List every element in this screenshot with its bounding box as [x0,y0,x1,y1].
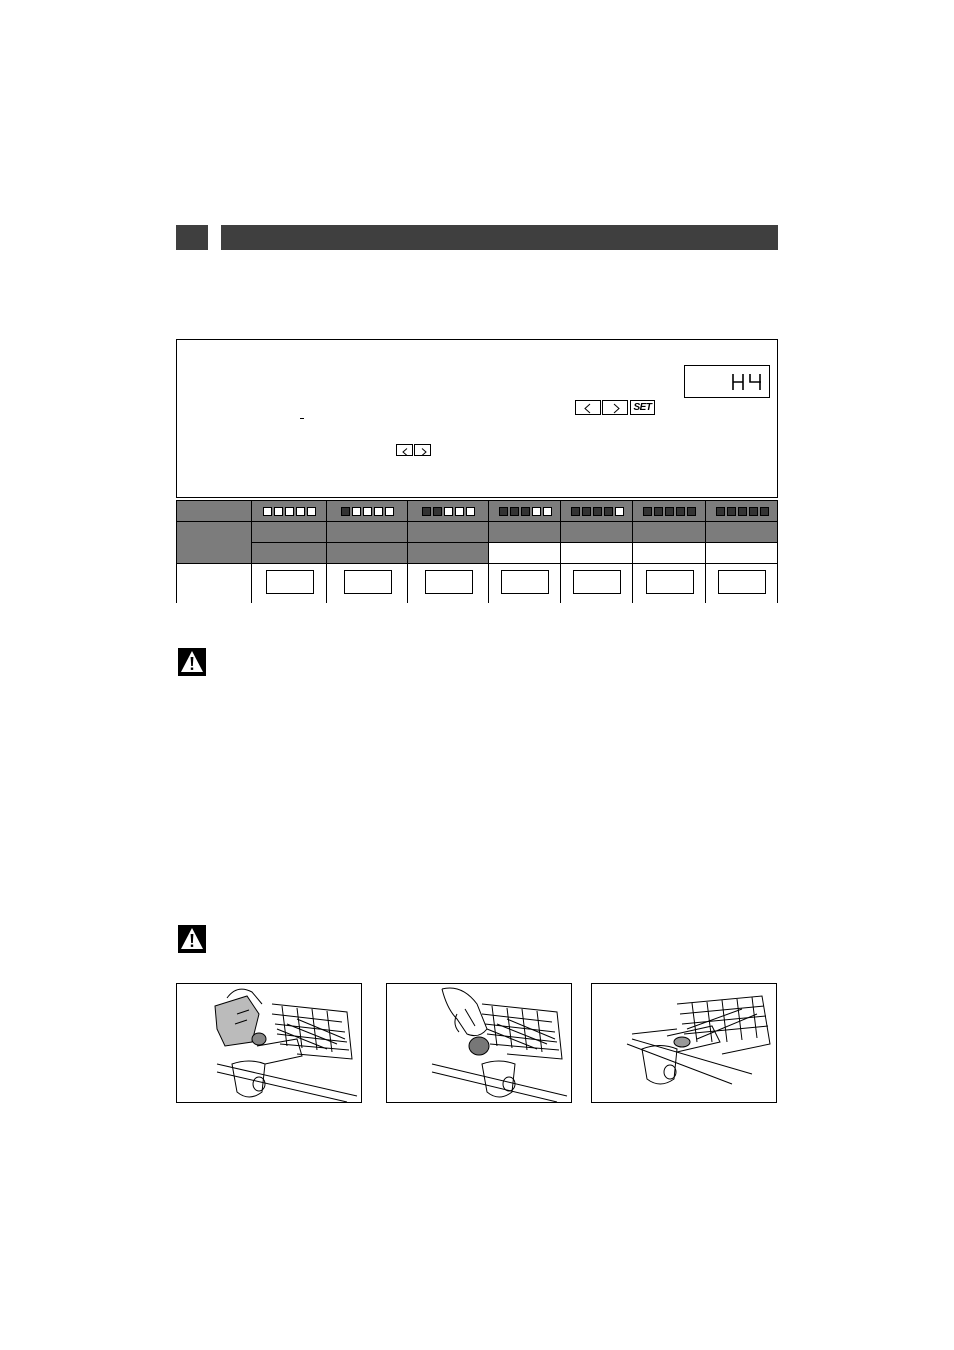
inline-right-arrow-key [414,444,431,456]
hardness-segment [532,507,541,516]
left-arrow-key[interactable] [575,400,601,415]
table-cell [633,543,706,564]
hardness-level-header [489,501,561,522]
warning-triangle-icon [178,648,206,676]
hardness-segment [341,507,350,516]
warning-triangle-icon [178,925,206,953]
table-cell [252,543,327,564]
hardness-segment [738,507,747,516]
table-cell [327,543,408,564]
hardness-segment [352,507,361,516]
display-code-box [646,570,694,594]
hardness-segment [307,507,316,516]
hardness-segment [466,507,475,516]
pouring-salt-illustration [176,983,362,1103]
display-code-box [718,570,766,594]
hardness-segment [687,507,696,516]
table-cell [706,564,778,603]
table-cell [408,543,489,564]
chevron-left-icon [397,446,414,458]
hardness-segment [643,507,652,516]
inline-left-arrow-key [396,444,413,456]
hardness-segment [727,507,736,516]
hardness-segment [571,507,580,516]
hardness-segment [654,507,663,516]
hardness-segment [676,507,685,516]
hardness-segment [385,507,394,516]
hardness-segment [521,507,530,516]
display-code-box [501,570,549,594]
display-code-box [344,570,392,594]
table-cell [633,564,706,603]
hardness-segment [422,507,431,516]
chevron-right-icon [415,446,432,458]
hardness-segment [363,507,372,516]
hardness-segment [374,507,383,516]
hardness-segment [263,507,272,516]
table-row-header [177,522,252,564]
closing-cap-illustration [386,983,572,1103]
right-arrow-key[interactable] [602,400,628,415]
hardness-segment [444,507,453,516]
hardness-segment [274,507,283,516]
water-hardness-table [176,500,778,603]
table-cell [252,522,327,543]
table-cell [252,564,327,603]
display-code-box [425,570,473,594]
display-code-box [266,570,314,594]
table-cell [489,543,561,564]
hardness-segment [543,507,552,516]
table-cell [489,564,561,603]
set-key[interactable] [630,400,655,415]
table-cell [327,564,408,603]
hardness-level-header [252,501,327,522]
table-cell [408,522,489,543]
hardness-segment [455,507,464,516]
table-cell [561,564,633,603]
hardness-level-header [561,501,633,522]
set-key-label: SET [633,402,652,413]
table-row-header [177,564,252,603]
hardness-segment [582,507,591,516]
section-title-bar [221,225,778,250]
chevron-left-icon [576,401,602,416]
display-readout [684,365,770,398]
hardness-segment [296,507,305,516]
settings-panel [176,339,778,498]
hardness-segment [760,507,769,516]
display-readout-glyphs [731,373,765,391]
salt-container-illustration [591,983,777,1103]
hardness-level-header [633,501,706,522]
hardness-segment [604,507,613,516]
hardness-segment [433,507,442,516]
table-cell [327,522,408,543]
tick-mark [300,418,304,419]
table-cell [408,564,489,603]
table-cell [633,522,706,543]
display-code-box [573,570,621,594]
hardness-segment [510,507,519,516]
chevron-right-icon [603,401,629,416]
hardness-segment [593,507,602,516]
hardness-segment [615,507,624,516]
hardness-level-header [706,501,778,522]
hardness-level-header [327,501,408,522]
hardness-segment [285,507,294,516]
table-cell [561,522,633,543]
table-header-cell [177,501,252,522]
section-number-tab [176,225,208,250]
table-cell [489,522,561,543]
hardness-segment [499,507,508,516]
table-cell [561,543,633,564]
hardness-level-header [408,501,489,522]
table-cell [706,522,778,543]
hardness-segment [665,507,674,516]
hardness-segment [749,507,758,516]
table-cell [706,543,778,564]
hardness-segment [716,507,725,516]
